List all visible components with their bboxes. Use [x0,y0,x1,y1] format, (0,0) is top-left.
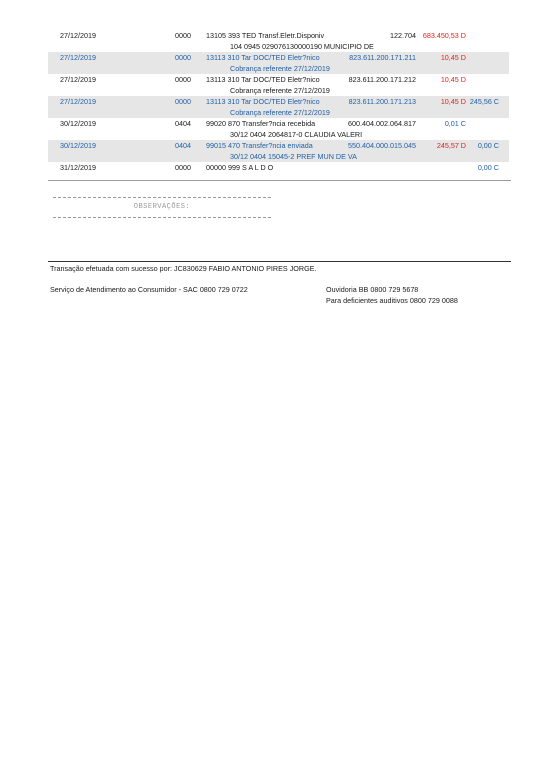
transaction-detail: Cobrança referente 27/12/2019 [230,108,330,117]
transaction-agency: 0000 [175,97,191,106]
transaction-history: 13105 393 TED Transf.Eletr.Disponiv [206,31,325,40]
transaction-agency: 0000 [175,31,191,40]
transaction-value: 10,45 D [440,53,466,62]
transaction-agency: 0000 [175,53,191,62]
table-row [48,118,509,129]
sac-info: Serviço de Atendimento ao Consumidor - SAC 0800 729 0722 [50,285,248,294]
transaction-value: 0,01 C [444,119,466,128]
table-row [48,74,509,85]
transaction-detail: 30/12 0404 15045-2 PREF MUN DE VA [230,152,357,161]
table-bottom-rule [48,180,511,181]
transaction-detail: Cobrança referente 27/12/2019 [230,86,330,95]
transaction-date: 30/12/2019 [60,119,96,128]
transaction-balance: 0,00 C [477,141,499,150]
transaction-document: 600.404.002.064.817 [348,119,416,128]
transaction-date: 27/12/2019 [60,53,96,62]
transaction-confirmation: Transação efetuada com sucesso por: JC830629 FABIO ANTONIO PIRES JORGE. [50,264,317,273]
transaction-document: 122.704 [390,31,416,40]
table-row [48,52,509,63]
transaction-detail: Cobrança referente 27/12/2019 [230,64,330,73]
table-row-detail [48,129,509,140]
transaction-value: 683.450,53 D [422,31,466,40]
transaction-document: 823.611.200.171.213 [348,97,416,106]
table-row-detail [48,151,509,162]
transaction-balance: 245,56 C [469,97,499,106]
transaction-value: 10,45 D [440,97,466,106]
table-row [48,140,509,151]
transaction-agency: 0000 [175,163,191,172]
table-row [48,162,509,173]
transaction-history: 99015 470 Transfer?ncia enviada [206,141,313,150]
transaction-history: 13113 310 Tar DOC/TED Eletr?nico [206,53,320,62]
table-row [48,30,509,41]
transaction-date: 27/12/2019 [60,75,96,84]
transaction-document: 550.404.000.015.045 [348,141,416,150]
transaction-agency: 0404 [175,119,191,128]
transaction-detail: 104 0945 029076130000190 MUNICIPIO DE [230,42,374,51]
dashed-divider-bottom [53,217,271,218]
transaction-date: 31/12/2019 [60,163,96,172]
ombudsman-info: Ouvidoria BB 0800 729 5678 [326,285,419,294]
observations-box [53,197,271,218]
transaction-document: 823.611.200.171.211 [349,53,416,62]
transaction-value: 245,57 D [436,141,466,150]
hearing-impaired-info: Para deficientes auditivos 0800 729 0088 [326,296,458,305]
transaction-balance: 0,00 C [477,163,499,172]
table-row [48,96,509,107]
table-row-detail [48,41,509,52]
transaction-value: 10,45 D [440,75,466,84]
table-row-detail [48,63,509,74]
transaction-history: 00000 999 S A L D O [206,163,274,172]
transaction-history: 13113 310 Tar DOC/TED Eletr?nico [206,97,320,106]
transaction-date: 27/12/2019 [60,31,96,40]
transaction-history: 99020 870 Transfer?ncia recebida [206,119,316,128]
table-row-detail [48,85,509,96]
transaction-detail: 30/12 0404 2064817-0 CLAUDIA VALERI [230,130,363,139]
statement-table [48,30,509,173]
footer-divider [48,261,511,262]
transaction-agency: 0404 [175,141,191,150]
transaction-agency: 0000 [175,75,191,84]
transaction-document: 823.611.200.171.212 [348,75,416,84]
table-row-detail [48,107,509,118]
dashed-divider-top [53,197,271,198]
transaction-date: 27/12/2019 [60,97,96,106]
observations-label: OBSERVAÇÕES: [133,203,191,211]
transaction-date: 30/12/2019 [60,141,96,150]
transaction-history: 13113 310 Tar DOC/TED Eletr?nico [206,75,320,84]
